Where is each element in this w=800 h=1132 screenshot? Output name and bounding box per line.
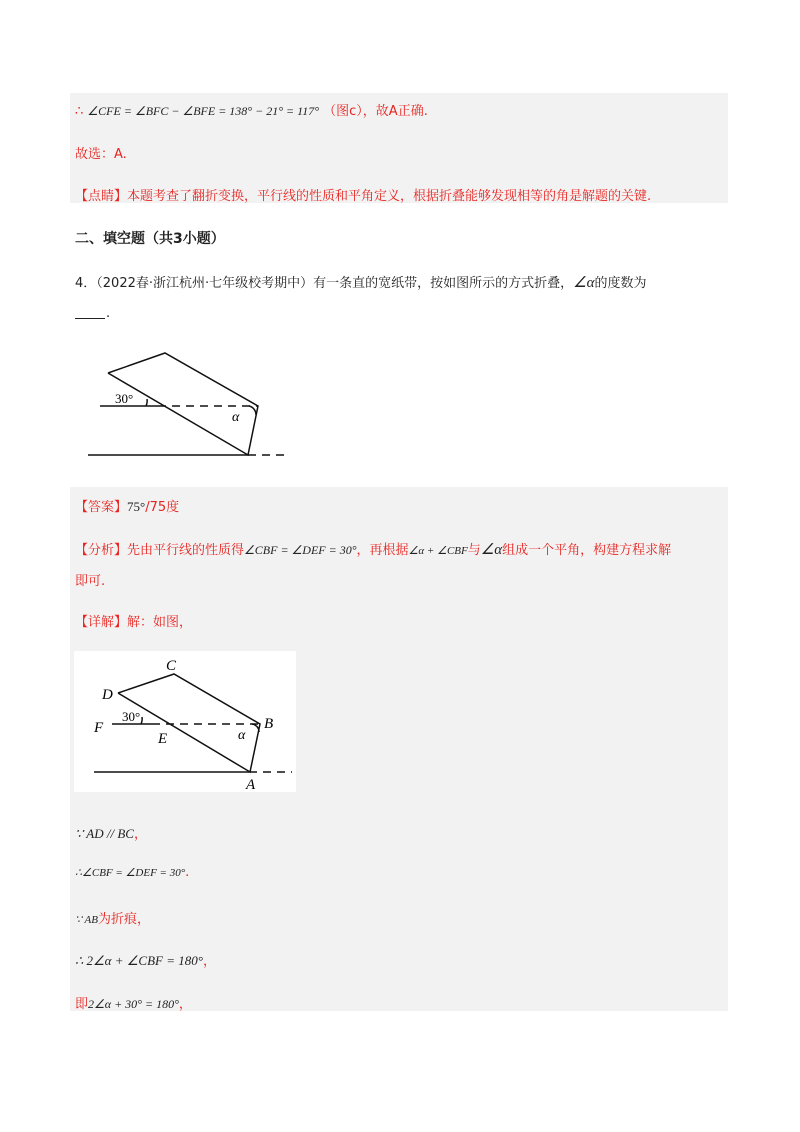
label-C: C — [166, 658, 177, 674]
analysis-text-1: 先由平行线的性质得 — [127, 543, 245, 558]
step-3-text: 为折痕， — [98, 912, 151, 927]
analysis-eq-2: ∠α + ∠CBF — [408, 545, 468, 557]
step-4-eq: ∴ 2∠α + ∠CBF = 180° — [75, 953, 203, 968]
comment-tag: 【点睛】 — [75, 189, 128, 204]
labeled-fold-figure — [74, 651, 296, 792]
step-2-end: . — [185, 865, 190, 880]
detail-text: 解：如图， — [127, 615, 193, 630]
step-2 — [75, 865, 189, 880]
step-3-eq: ∵ AB — [75, 914, 98, 926]
folded-strip-figure — [80, 345, 300, 465]
step-5-prefix: 即 — [75, 997, 89, 1012]
question-number: 4． — [75, 276, 97, 291]
answer-line — [75, 496, 179, 515]
question-source: （2022春·浙江杭州·七年级校考期中） — [96, 276, 314, 291]
blank-period: . — [106, 306, 111, 321]
angle-arc-30 — [146, 399, 147, 406]
label-A: A — [246, 777, 256, 792]
step-2-eq: ∴∠CBF = ∠DEF = 30° — [75, 867, 186, 879]
step-4-end: ， — [202, 954, 216, 969]
therefore-symbol: ∴ — [75, 104, 84, 119]
step-1-eq: ∵ AD // BC — [75, 826, 134, 841]
step-5 — [75, 993, 192, 1012]
label-F: F — [94, 720, 104, 736]
angle-arc-alpha — [249, 406, 256, 415]
step-3 — [75, 908, 150, 927]
answer-value: 75° — [127, 499, 146, 514]
answer-blank — [75, 318, 105, 319]
section-heading: 二、填空题（共3小题） — [75, 231, 225, 247]
analysis-tag: 【分析】 — [75, 543, 128, 558]
figure-reference: （图c），故A正确. — [323, 104, 428, 119]
label-E: E — [158, 731, 168, 747]
step-4 — [75, 950, 216, 969]
answer-tag: 【答案】 — [75, 500, 128, 515]
step-5-eq: 2∠α + 30° = 180° — [88, 997, 179, 1011]
label-30-deg: 30° — [122, 709, 141, 724]
step-1 — [75, 823, 147, 842]
label-alpha: α — [232, 410, 240, 425]
question-text: 有一条直的宽纸带，按如图所示的方式折叠， — [313, 276, 574, 291]
label-B: B — [264, 716, 274, 732]
angle-equation: ∠CFE = ∠BFC − ∠BFE = 138° − 21° = 117° — [87, 104, 320, 118]
question-tail: 的度数为 — [594, 276, 647, 291]
comment-text: 本题考查了翻折变换，平行线的性质和平角定义，根据折叠能够发现相等的角是解题的关键. — [127, 189, 652, 204]
detail-tag: 【详解】 — [75, 615, 128, 630]
label-30: 30° — [115, 391, 134, 406]
detail-line — [75, 611, 192, 630]
question-angle: ∠α — [573, 275, 595, 291]
label-D: D — [102, 687, 113, 703]
arc-30 — [141, 717, 142, 724]
analysis-text-4: 组成一个平角，构建方程求解 — [502, 543, 672, 558]
analysis-eq-1: ∠CBF = ∠DEF = 30° — [244, 543, 357, 557]
equation-line — [75, 100, 428, 119]
question-4 — [75, 272, 647, 292]
analysis-text-2: ，再根据 — [356, 543, 409, 558]
analysis-eq-3: ∠α — [480, 542, 503, 558]
step-1-end: ， — [133, 827, 147, 842]
answer-alt: /75度 — [145, 500, 180, 515]
comment-line — [75, 185, 651, 204]
analysis-line-2: 即可. — [75, 574, 106, 589]
choice-line: 故选：A. — [75, 147, 127, 162]
step-5-end: ， — [178, 997, 192, 1012]
analysis-line-1 — [75, 539, 671, 559]
analysis-text-3: 与 — [467, 543, 481, 558]
label-alpha-2: α — [238, 728, 246, 743]
